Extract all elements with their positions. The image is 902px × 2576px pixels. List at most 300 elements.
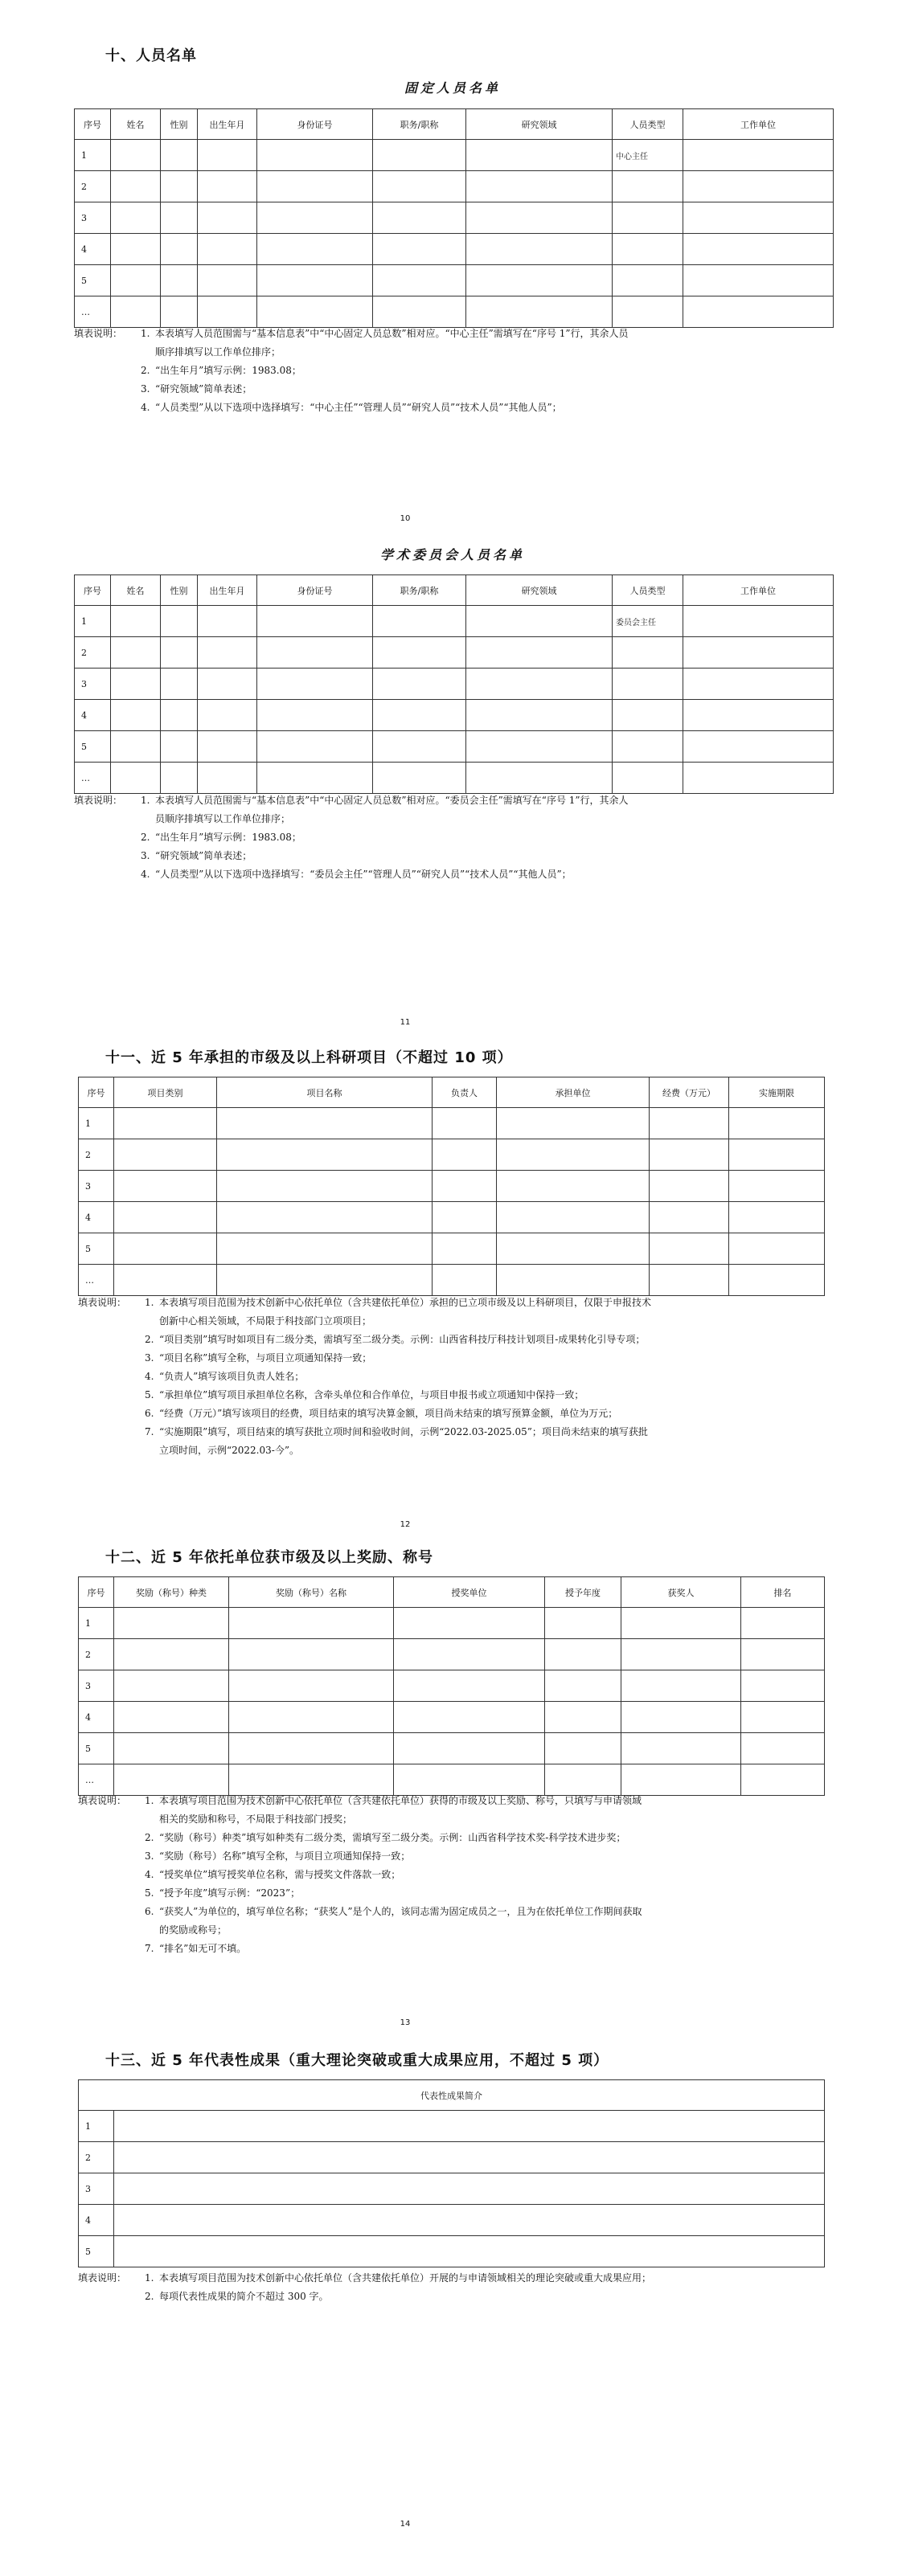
table-cell[interactable] bbox=[198, 265, 257, 296]
table-cell[interactable] bbox=[683, 140, 834, 171]
table-cell[interactable] bbox=[683, 606, 834, 637]
table-cell[interactable] bbox=[373, 606, 466, 637]
note-number: 7. bbox=[145, 1426, 154, 1437]
table-cell[interactable] bbox=[683, 731, 834, 763]
table-cell[interactable] bbox=[545, 1764, 621, 1796]
table-cell[interactable] bbox=[217, 1139, 433, 1171]
achievement-summary-cell[interactable] bbox=[114, 2111, 825, 2142]
table-row bbox=[79, 1733, 825, 1764]
table-cell[interactable] bbox=[650, 1265, 729, 1296]
table-cell[interactable] bbox=[111, 171, 161, 202]
table-cell[interactable] bbox=[613, 296, 683, 328]
table-cell[interactable] bbox=[497, 1265, 650, 1296]
table-cell[interactable] bbox=[683, 265, 834, 296]
note-item bbox=[74, 362, 846, 380]
table-row bbox=[79, 2205, 825, 2236]
table-cell[interactable] bbox=[229, 1670, 394, 1702]
table-cell[interactable] bbox=[111, 202, 161, 234]
table-cell[interactable] bbox=[161, 202, 198, 234]
table-row bbox=[75, 763, 834, 794]
table-cell[interactable] bbox=[198, 171, 257, 202]
awards-table bbox=[78, 1576, 825, 1796]
note-text: “项目名称”填写全称，与项目立项通知保持一致； bbox=[159, 1352, 372, 1364]
table-cell[interactable] bbox=[229, 1702, 394, 1733]
table-cell[interactable] bbox=[198, 763, 257, 794]
row-number-cell[interactable]: 5 bbox=[79, 1233, 114, 1265]
note-text: 本表填写人员范围需与“基本信息表”中“中心固定人员总数”相对应。“中心主任”需填写在“序号 1”行，其余人员 bbox=[155, 328, 629, 339]
table-cell[interactable] bbox=[545, 1702, 621, 1733]
table-cell[interactable] bbox=[466, 731, 613, 763]
table-cell[interactable] bbox=[257, 606, 373, 637]
table-cell[interactable] bbox=[621, 1764, 741, 1796]
table-cell[interactable] bbox=[198, 669, 257, 700]
note-label: 填表说明： bbox=[78, 1297, 127, 1308]
row-number-cell[interactable]: 5 bbox=[75, 731, 111, 763]
table-cell[interactable] bbox=[466, 637, 613, 669]
page-number: 10 bbox=[400, 514, 411, 523]
table-cell[interactable] bbox=[114, 1108, 217, 1139]
column-header: 排名 bbox=[741, 1577, 825, 1608]
row-number-cell[interactable]: 3 bbox=[75, 202, 111, 234]
table-row bbox=[75, 637, 834, 669]
table-cell[interactable] bbox=[257, 731, 373, 763]
table-cell[interactable] bbox=[729, 1202, 825, 1233]
note-item bbox=[78, 1349, 850, 1368]
table-cell[interactable]: 委员会主任 bbox=[613, 606, 683, 637]
table-cell[interactable] bbox=[111, 637, 161, 669]
table-cell[interactable] bbox=[257, 296, 373, 328]
table-cell[interactable] bbox=[114, 1202, 217, 1233]
note-number: 1. bbox=[145, 2272, 154, 2284]
table-cell[interactable] bbox=[111, 606, 161, 637]
note-item bbox=[78, 1792, 850, 1810]
note-text: “授奖单位”填写授奖单位名称，需与授奖文件落款一致； bbox=[159, 1869, 401, 1880]
note-text: “人员类型”从以下选项中选择填写：“委员会主任”“管理人员”“研究人员”“技术人员”“其他人员”； bbox=[155, 869, 572, 880]
note-number: 2. bbox=[145, 1832, 154, 1843]
table-cell[interactable] bbox=[373, 669, 466, 700]
table-cell[interactable] bbox=[683, 171, 834, 202]
academic-committee-table bbox=[74, 574, 834, 794]
table-cell[interactable] bbox=[114, 1233, 217, 1265]
row-number-cell[interactable]: 5 bbox=[79, 1733, 114, 1764]
table-cell[interactable] bbox=[114, 1764, 229, 1796]
column-header: 经费（万元） bbox=[650, 1077, 729, 1108]
table-cell[interactable] bbox=[613, 234, 683, 265]
table-cell[interactable] bbox=[257, 700, 373, 731]
table-cell[interactable] bbox=[741, 1733, 825, 1764]
table-cell[interactable] bbox=[683, 763, 834, 794]
representative-achievements-notes bbox=[78, 2269, 850, 2306]
note-text: “经费（万元）”填写该项目的经费，项目结束的填写决算金额，项目尚未结束的填写预算金额，单位为万元； bbox=[159, 1408, 618, 1419]
fixed-staff-table bbox=[74, 108, 834, 328]
row-number-cell[interactable]: 2 bbox=[79, 1139, 114, 1171]
note-number: 7. bbox=[145, 1943, 154, 1954]
row-number-cell: 4 bbox=[79, 2205, 114, 2236]
table-cell[interactable] bbox=[729, 1139, 825, 1171]
row-number-cell: 3 bbox=[79, 2173, 114, 2205]
table-row bbox=[79, 1702, 825, 1733]
note-text: “奖励（称号）名称”填写全称，与项目立项通知保持一致； bbox=[159, 1850, 411, 1862]
table-cell[interactable] bbox=[466, 763, 613, 794]
table-cell[interactable] bbox=[433, 1233, 497, 1265]
table-cell[interactable] bbox=[217, 1202, 433, 1233]
table-row bbox=[79, 1670, 825, 1702]
table-cell[interactable]: 中心主任 bbox=[613, 140, 683, 171]
table-row bbox=[75, 140, 834, 171]
note-text: “获奖人”为单位的，填写单位名称；“获奖人”是个人的，该同志需为固定成员之一，且为在依托单位工作期间获取 bbox=[159, 1906, 642, 1917]
column-header: 研究领域 bbox=[466, 109, 613, 140]
table-cell[interactable] bbox=[161, 669, 198, 700]
note-text: 本表填写项目范围为技术创新中心依托单位（含共建依托单位）获得的市级及以上奖励、称号，只填写与申请领域 bbox=[159, 1795, 642, 1806]
table-cell[interactable] bbox=[111, 669, 161, 700]
table-cell[interactable] bbox=[198, 140, 257, 171]
table-cell[interactable] bbox=[545, 1733, 621, 1764]
note-number: 2. bbox=[145, 1334, 154, 1345]
table-cell[interactable] bbox=[373, 171, 466, 202]
table-cell[interactable] bbox=[198, 700, 257, 731]
table-cell[interactable] bbox=[114, 1171, 217, 1202]
table-cell[interactable] bbox=[613, 669, 683, 700]
table-cell[interactable] bbox=[729, 1265, 825, 1296]
row-number-cell[interactable]: 5 bbox=[75, 265, 111, 296]
table-cell[interactable] bbox=[114, 1702, 229, 1733]
table-cell[interactable] bbox=[217, 1265, 433, 1296]
note-item bbox=[78, 1294, 850, 1312]
note-label: 填表说明： bbox=[78, 1795, 127, 1806]
note-number: 4. bbox=[145, 1869, 154, 1880]
table-cell[interactable] bbox=[394, 1670, 545, 1702]
table-cell[interactable] bbox=[111, 234, 161, 265]
row-number-cell[interactable]: 1 bbox=[79, 1608, 114, 1639]
note-item bbox=[78, 1884, 850, 1903]
section-10-title: 十、人员名单 bbox=[105, 47, 197, 64]
table-cell[interactable] bbox=[433, 1139, 497, 1171]
table-cell[interactable] bbox=[161, 234, 198, 265]
table-cell[interactable] bbox=[545, 1670, 621, 1702]
table-cell[interactable] bbox=[466, 171, 613, 202]
table-cell[interactable] bbox=[650, 1171, 729, 1202]
table-cell[interactable] bbox=[466, 234, 613, 265]
table-cell[interactable] bbox=[229, 1639, 394, 1670]
table-cell[interactable] bbox=[497, 1202, 650, 1233]
table-cell[interactable] bbox=[257, 637, 373, 669]
table-cell[interactable] bbox=[373, 265, 466, 296]
note-number: 1. bbox=[145, 1795, 154, 1806]
table-cell[interactable] bbox=[198, 234, 257, 265]
column-header: 代表性成果简介 bbox=[79, 2080, 825, 2111]
table-cell[interactable] bbox=[613, 700, 683, 731]
table-cell[interactable] bbox=[621, 1608, 741, 1639]
note-item bbox=[74, 791, 846, 810]
table-cell[interactable] bbox=[161, 606, 198, 637]
row-number-cell: 2 bbox=[79, 2142, 114, 2173]
row-number-cell[interactable]: 1 bbox=[75, 140, 111, 171]
table-cell[interactable] bbox=[373, 202, 466, 234]
row-number-cell[interactable]: 2 bbox=[79, 1639, 114, 1670]
achievement-summary-cell[interactable] bbox=[114, 2205, 825, 2236]
table-cell[interactable] bbox=[466, 265, 613, 296]
row-number-cell[interactable]: 1 bbox=[79, 1108, 114, 1139]
column-header: 奖励（称号）种类 bbox=[114, 1577, 229, 1608]
table-cell[interactable] bbox=[257, 763, 373, 794]
table-cell[interactable] bbox=[257, 140, 373, 171]
table-cell[interactable] bbox=[613, 763, 683, 794]
table-cell[interactable] bbox=[433, 1202, 497, 1233]
table-cell[interactable] bbox=[466, 669, 613, 700]
page-number: 14 bbox=[400, 2520, 411, 2529]
table-row bbox=[79, 2111, 825, 2142]
note-text: “研究领域”简单表述； bbox=[155, 850, 252, 861]
table-cell[interactable] bbox=[466, 202, 613, 234]
table-row bbox=[75, 171, 834, 202]
table-cell[interactable] bbox=[729, 1171, 825, 1202]
table-cell[interactable] bbox=[229, 1733, 394, 1764]
row-number-cell[interactable]: 3 bbox=[79, 1171, 114, 1202]
table-cell[interactable] bbox=[650, 1108, 729, 1139]
table-row bbox=[79, 1608, 825, 1639]
table-cell[interactable] bbox=[497, 1233, 650, 1265]
table-cell[interactable] bbox=[198, 606, 257, 637]
table-cell[interactable] bbox=[161, 265, 198, 296]
section-11-title: 十一、近 5 年承担的市级及以上科研项目（不超过 10 项） bbox=[105, 1049, 513, 1066]
table-cell[interactable] bbox=[683, 637, 834, 669]
achievement-summary-cell[interactable] bbox=[114, 2142, 825, 2173]
table-cell[interactable] bbox=[683, 234, 834, 265]
table-cell[interactable] bbox=[111, 731, 161, 763]
row-number-cell[interactable]: 4 bbox=[79, 1202, 114, 1233]
table-cell[interactable] bbox=[198, 296, 257, 328]
table-cell[interactable] bbox=[729, 1233, 825, 1265]
table-cell[interactable] bbox=[650, 1233, 729, 1265]
note-item bbox=[78, 1368, 850, 1386]
note-number: 3. bbox=[141, 850, 150, 861]
note-text: 本表填写项目范围为技术创新中心依托单位（含共建依托单位）开展的与申请领域相关的理论突破或重大成果应用； bbox=[159, 2272, 652, 2284]
table-row bbox=[75, 669, 834, 700]
table-cell[interactable] bbox=[111, 140, 161, 171]
row-number-cell[interactable]: … bbox=[79, 1764, 114, 1796]
column-header: 承担单位 bbox=[497, 1077, 650, 1108]
table-row bbox=[75, 234, 834, 265]
page-number: 12 bbox=[400, 1520, 411, 1529]
achievement-summary-cell[interactable] bbox=[114, 2236, 825, 2267]
table-cell[interactable] bbox=[257, 265, 373, 296]
table-cell[interactable] bbox=[433, 1108, 497, 1139]
table-row bbox=[79, 1202, 825, 1233]
table-cell[interactable] bbox=[497, 1139, 650, 1171]
note-item bbox=[78, 1940, 850, 1958]
table-cell[interactable] bbox=[217, 1233, 433, 1265]
table-cell[interactable] bbox=[621, 1670, 741, 1702]
table-row bbox=[75, 606, 834, 637]
row-number-cell[interactable]: 1 bbox=[75, 606, 111, 637]
column-header: 职务/职称 bbox=[373, 109, 466, 140]
table-header-row bbox=[79, 1077, 825, 1108]
note-text: 每项代表性成果的简介不超过 300 字。 bbox=[159, 2291, 329, 2302]
table-cell[interactable] bbox=[257, 669, 373, 700]
column-header: 实施期限 bbox=[729, 1077, 825, 1108]
row-number-cell[interactable]: … bbox=[79, 1265, 114, 1296]
row-number-cell[interactable]: … bbox=[75, 763, 111, 794]
table-cell[interactable] bbox=[613, 171, 683, 202]
note-number: 6. bbox=[145, 1408, 154, 1419]
table-cell[interactable] bbox=[111, 296, 161, 328]
table-cell[interactable] bbox=[257, 202, 373, 234]
table-cell[interactable] bbox=[229, 1764, 394, 1796]
achievement-summary-cell[interactable] bbox=[114, 2173, 825, 2205]
table-cell[interactable] bbox=[114, 1139, 217, 1171]
table-cell[interactable] bbox=[729, 1108, 825, 1139]
table-cell[interactable] bbox=[217, 1108, 433, 1139]
table-cell[interactable] bbox=[683, 669, 834, 700]
table-cell[interactable] bbox=[114, 1608, 229, 1639]
table-cell[interactable] bbox=[394, 1702, 545, 1733]
note-text: 本表填写项目范围为技术创新中心依托单位（含共建依托单位）承担的已立项市级及以上科研项目，仅限于申报技术 bbox=[159, 1297, 652, 1308]
table-cell[interactable] bbox=[613, 265, 683, 296]
table-cell[interactable] bbox=[198, 637, 257, 669]
table-cell[interactable] bbox=[741, 1608, 825, 1639]
table-cell[interactable] bbox=[741, 1639, 825, 1670]
table-cell[interactable] bbox=[394, 1764, 545, 1796]
row-number-cell[interactable]: 2 bbox=[75, 171, 111, 202]
table-cell[interactable] bbox=[466, 296, 613, 328]
academic-committee-table-caption: 学术委员会人员名单 bbox=[379, 547, 525, 562]
column-header: 性别 bbox=[161, 109, 198, 140]
representative-achievements-table bbox=[78, 2079, 825, 2267]
column-header: 人员类型 bbox=[613, 575, 683, 606]
table-cell[interactable] bbox=[373, 140, 466, 171]
table-cell[interactable] bbox=[683, 700, 834, 731]
table-cell[interactable] bbox=[257, 234, 373, 265]
table-cell[interactable] bbox=[621, 1639, 741, 1670]
table-row bbox=[79, 2142, 825, 2173]
section-12-title: 十二、近 5 年依托单位获市级及以上奖励、称号 bbox=[105, 1549, 434, 1566]
table-cell[interactable] bbox=[394, 1639, 545, 1670]
table-row bbox=[75, 731, 834, 763]
table-cell[interactable] bbox=[545, 1608, 621, 1639]
table-cell[interactable] bbox=[683, 202, 834, 234]
table-cell[interactable] bbox=[621, 1733, 741, 1764]
table-cell[interactable] bbox=[466, 700, 613, 731]
row-number-cell[interactable]: 4 bbox=[75, 700, 111, 731]
column-header: 授予年度 bbox=[545, 1577, 621, 1608]
table-cell[interactable] bbox=[497, 1171, 650, 1202]
table-cell[interactable] bbox=[466, 140, 613, 171]
table-cell[interactable] bbox=[373, 700, 466, 731]
row-number-cell[interactable]: 2 bbox=[75, 637, 111, 669]
table-cell[interactable] bbox=[161, 296, 198, 328]
column-header: 研究领域 bbox=[466, 575, 613, 606]
row-number-cell[interactable]: … bbox=[75, 296, 111, 328]
note-number: 5. bbox=[145, 1887, 154, 1899]
fixed-staff-notes bbox=[74, 325, 846, 417]
table-cell[interactable] bbox=[161, 140, 198, 171]
note-text: “奖励（称号）种类”填写如种类有二级分类，需填写至二级分类。示例：山西省科学技术奖-科学技术进步奖； bbox=[159, 1832, 626, 1843]
column-header: 序号 bbox=[79, 1577, 114, 1608]
note-number: 2. bbox=[141, 365, 150, 376]
row-number-cell[interactable]: 3 bbox=[75, 669, 111, 700]
table-cell[interactable] bbox=[111, 763, 161, 794]
table-cell[interactable] bbox=[466, 606, 613, 637]
row-number-cell[interactable]: 4 bbox=[79, 1702, 114, 1733]
table-cell[interactable] bbox=[114, 1639, 229, 1670]
note-number: 3. bbox=[141, 383, 150, 395]
note-text: “负责人”填写该项目负责人姓名； bbox=[159, 1371, 305, 1382]
table-cell[interactable] bbox=[114, 1670, 229, 1702]
table-cell[interactable] bbox=[613, 202, 683, 234]
table-cell[interactable] bbox=[111, 700, 161, 731]
table-cell[interactable] bbox=[741, 1702, 825, 1733]
table-cell[interactable] bbox=[373, 731, 466, 763]
column-header: 出生年月 bbox=[198, 575, 257, 606]
table-cell[interactable] bbox=[217, 1171, 433, 1202]
column-header: 身份证号 bbox=[257, 575, 373, 606]
table-cell[interactable] bbox=[545, 1639, 621, 1670]
table-cell[interactable] bbox=[257, 171, 373, 202]
note-item bbox=[78, 1405, 850, 1423]
table-cell[interactable] bbox=[394, 1733, 545, 1764]
note-text: “承担单位”填写项目承担单位名称，含牵头单位和合作单位，与项目申报书或立项通知中保持一致； bbox=[159, 1389, 584, 1400]
table-cell[interactable] bbox=[114, 1733, 229, 1764]
table-cell[interactable] bbox=[373, 763, 466, 794]
note-text-continued: 立项时间，示例“2022.03-今”。 bbox=[159, 1445, 299, 1456]
column-header: 姓名 bbox=[111, 575, 161, 606]
table-row bbox=[79, 1171, 825, 1202]
table-cell[interactable] bbox=[650, 1202, 729, 1233]
table-cell[interactable] bbox=[161, 171, 198, 202]
column-header: 奖励（称号）名称 bbox=[229, 1577, 394, 1608]
table-cell[interactable] bbox=[114, 1265, 217, 1296]
note-item bbox=[78, 1866, 850, 1884]
column-header: 授奖单位 bbox=[394, 1577, 545, 1608]
table-cell[interactable] bbox=[741, 1764, 825, 1796]
table-cell[interactable] bbox=[373, 234, 466, 265]
note-number: 3. bbox=[145, 1352, 154, 1364]
table-cell[interactable] bbox=[683, 296, 834, 328]
row-number-cell[interactable]: 4 bbox=[75, 234, 111, 265]
table-cell[interactable] bbox=[373, 637, 466, 669]
note-text: “授予年度”填写示例：“2023”； bbox=[159, 1887, 301, 1899]
note-item bbox=[78, 1386, 850, 1405]
note-number: 2. bbox=[145, 2291, 154, 2302]
table-cell[interactable] bbox=[111, 265, 161, 296]
table-cell[interactable] bbox=[198, 731, 257, 763]
note-number: 4. bbox=[141, 869, 150, 880]
note-item bbox=[74, 399, 846, 417]
note-number: 2. bbox=[141, 832, 150, 843]
table-cell[interactable] bbox=[229, 1608, 394, 1639]
table-cell[interactable] bbox=[741, 1670, 825, 1702]
table-cell[interactable] bbox=[161, 731, 198, 763]
table-cell[interactable] bbox=[433, 1265, 497, 1296]
table-cell[interactable] bbox=[161, 763, 198, 794]
table-cell[interactable] bbox=[497, 1108, 650, 1139]
table-header-row bbox=[79, 1577, 825, 1608]
table-cell[interactable] bbox=[198, 202, 257, 234]
table-row bbox=[79, 1639, 825, 1670]
table-cell[interactable] bbox=[394, 1608, 545, 1639]
page-number: 11 bbox=[400, 1018, 411, 1027]
row-number-cell[interactable]: 3 bbox=[79, 1670, 114, 1702]
table-cell[interactable] bbox=[613, 731, 683, 763]
table-cell[interactable] bbox=[613, 637, 683, 669]
row-number-cell: 1 bbox=[79, 2111, 114, 2142]
table-cell[interactable] bbox=[161, 637, 198, 669]
table-cell[interactable] bbox=[621, 1702, 741, 1733]
table-cell[interactable] bbox=[433, 1171, 497, 1202]
table-cell[interactable] bbox=[373, 296, 466, 328]
table-cell[interactable] bbox=[650, 1139, 729, 1171]
table-cell[interactable] bbox=[161, 700, 198, 731]
